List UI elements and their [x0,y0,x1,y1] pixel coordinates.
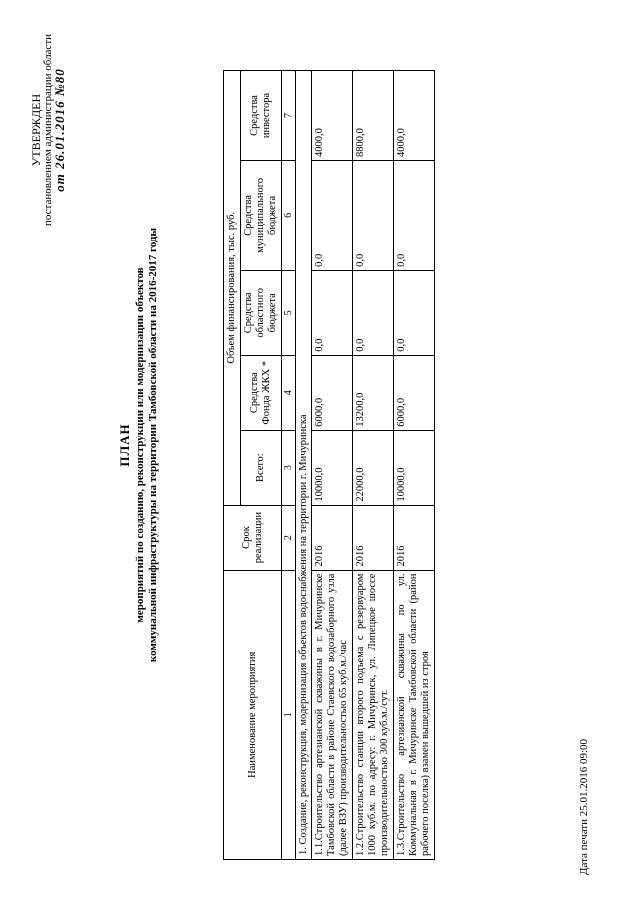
approval-stamp [30,5,66,255]
print-date: Дата печати 25.01.2016 09:00 [578,738,590,875]
row-total: 10000,0 [394,430,435,505]
column-number: 7 [282,71,296,161]
column-number: 3 [282,430,296,505]
column-numbers-row [282,71,296,860]
approval-line: постановлением администрации области [42,33,54,227]
header-regional: Средства областного бюджета [241,270,282,355]
plan-table [223,70,435,860]
column-number: 6 [282,160,296,270]
row-regional: 0,0 [394,270,435,355]
section-row [296,71,312,860]
column-number: 1 [282,570,296,859]
row-fund: 6000,0 [394,355,435,430]
row-name: 1.2.Строительство станции второго подъема с резервуаром 1000 куб.м. по адресу: г. Мичуринск, ул. Липецкое шоссе производительностью 300 куб.м./сут. [353,570,394,859]
header-total: Всего: [241,430,282,505]
row-term: 2016 [394,505,435,570]
header-funding: Объем финансирования, тыс. руб. [224,71,241,506]
document-subtitle-line1: мероприятий по созданию, реконструкции или модернизации объектов [134,267,146,623]
row-fund: 13200,0 [353,355,394,430]
row-municipal: 0,0 [312,160,353,270]
header-name: Наименование мероприятия [224,570,282,859]
column-number: 4 [282,355,296,430]
row-regional: 0,0 [353,270,394,355]
row-municipal: 0,0 [353,160,394,270]
row-total: 22000,0 [353,430,394,505]
header-term: Срок реализации [224,505,282,570]
row-name: 1.1.Строительство артезианской скважины в г. Мичуринске Тамбовской области в районе Стаевского водозаборного узла (далее ВЗУ) производительностью 65 куб.м./час [312,570,353,859]
row-municipal: 0,0 [394,160,435,270]
document-heading [118,65,160,825]
header-fund: Средства Фонда ЖКХ * [241,355,282,430]
row-name: 1.3.Строительство артезианской скважины по ул. Коммунальная в г. Мичуринске Тамбовской области (район рабочего поселка) взамен вышедшей из строя [394,570,435,859]
column-number: 5 [282,270,296,355]
header-municipal: Средства муниципального бюджета [241,160,282,270]
row-total: 10000,0 [312,430,353,505]
table-row [312,71,353,860]
document-subtitle-line2: коммунальной инфраструктуры на территории Тамбовской области на 2016-2017 годы [147,227,159,663]
table-row [353,71,394,860]
row-investor: 4000,0 [394,71,435,161]
header-row [224,71,241,860]
row-regional: 0,0 [312,270,353,355]
column-number: 2 [282,505,296,570]
section-title: 1. Создание, реконструкция, модернизация объектов водоснабжения на территории г. Мичуринска [296,71,312,860]
row-term: 2016 [353,505,394,570]
row-investor: 8800,0 [353,71,394,161]
row-investor: 4000,0 [312,71,353,161]
document-title: ПЛАН [117,423,132,467]
approval-signature: от 26.01.2016 №80 [52,68,67,192]
approval-heading: УТВЕРЖДЕН [29,93,43,167]
row-term: 2016 [312,505,353,570]
row-fund: 6000,0 [312,355,353,430]
header-investor: Средства инвестора [241,71,282,161]
table-row [394,71,435,860]
